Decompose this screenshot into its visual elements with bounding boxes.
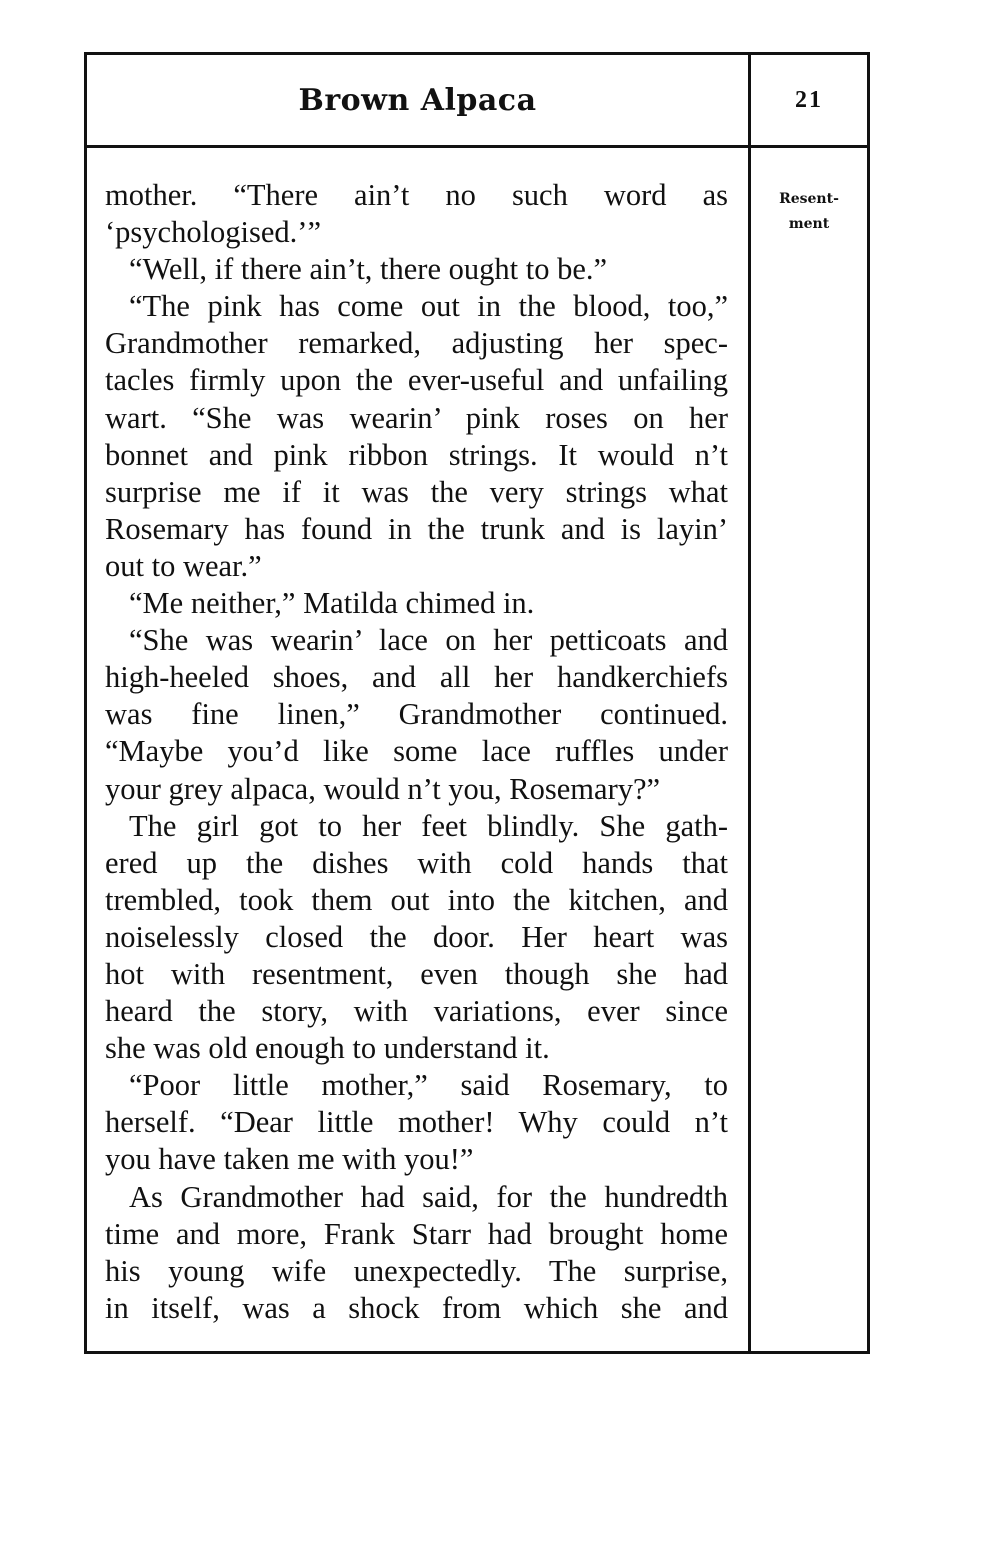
margin-note-line: ment [788, 216, 830, 232]
text-line: herself. “Dear little mother! Why could n’t [105, 1105, 728, 1140]
text-line: your grey alpaca, would n’t you, Rosemary?” [105, 771, 661, 806]
text-line: “Well, if there ain’t, there ought to be.” [129, 252, 608, 287]
text-line: surprise me if it was the very strings what [105, 474, 728, 509]
text-line: “Me neither,” Matilda chimed in. [129, 586, 535, 621]
body-text [105, 177, 728, 1327]
text-line: you have taken me with you!” [105, 1142, 474, 1177]
text-line: “The pink has come out in the blood, too,” [129, 289, 728, 324]
text-line: ered up the dishes with cold hands that [105, 845, 728, 880]
text-line: “Maybe you’d like some lace ruffles under [105, 734, 728, 769]
text-line: Rosemary has found in the trunk and is layin’ [105, 511, 728, 546]
text-line: “Poor little mother,” said Rosemary, to [129, 1068, 728, 1103]
margin-note [751, 187, 867, 237]
text-line: noiselessly closed the door. Her heart was [105, 919, 728, 954]
text-line: high-heeled shoes, and all her handkerchiefs [105, 660, 728, 695]
column-divider [748, 55, 751, 1351]
text-line: The girl got to her feet blindly. She gath- [129, 808, 728, 843]
text-line: his young wife unexpectedly. The surprise, [105, 1253, 728, 1288]
text-line: Grandmother remarked, adjusting her spec- [105, 326, 728, 361]
header-divider [87, 145, 867, 148]
text-line: she was old enough to understand it. [105, 1031, 550, 1066]
page-frame [84, 52, 870, 1354]
text-line: in itself, was a shock from which she and [105, 1290, 728, 1325]
text-line: was fine linen,” Grandmother continued. [105, 697, 728, 732]
text-line: ‘psychologised.’” [105, 215, 321, 250]
text-line: trembled, took them out into the kitchen, and [105, 882, 728, 917]
margin-note-line: Resent- [779, 191, 839, 207]
text-line: out to wear.” [105, 548, 262, 583]
text-line: “She was wearin’ lace on her petticoats and [129, 623, 728, 658]
text-line: heard the story, with variations, ever since [105, 994, 728, 1029]
page-number: 21 [795, 86, 823, 113]
text-line: bonnet and pink ribbon strings. It would n’t [105, 437, 728, 472]
text-line: tacles firmly upon the ever-useful and unfailing [105, 363, 728, 398]
text-line: wart. “She was wearin’ pink roses on her [105, 400, 728, 435]
text-line: mother. “There ain’t no such word as [105, 178, 728, 212]
text-line: As Grandmother had said, for the hundredth [129, 1179, 728, 1214]
text-line: hot with resentment, even though she had [105, 956, 728, 991]
running-title: Brown Alpaca [298, 82, 537, 118]
text-line: time and more, Frank Starr had brought home [105, 1216, 728, 1251]
